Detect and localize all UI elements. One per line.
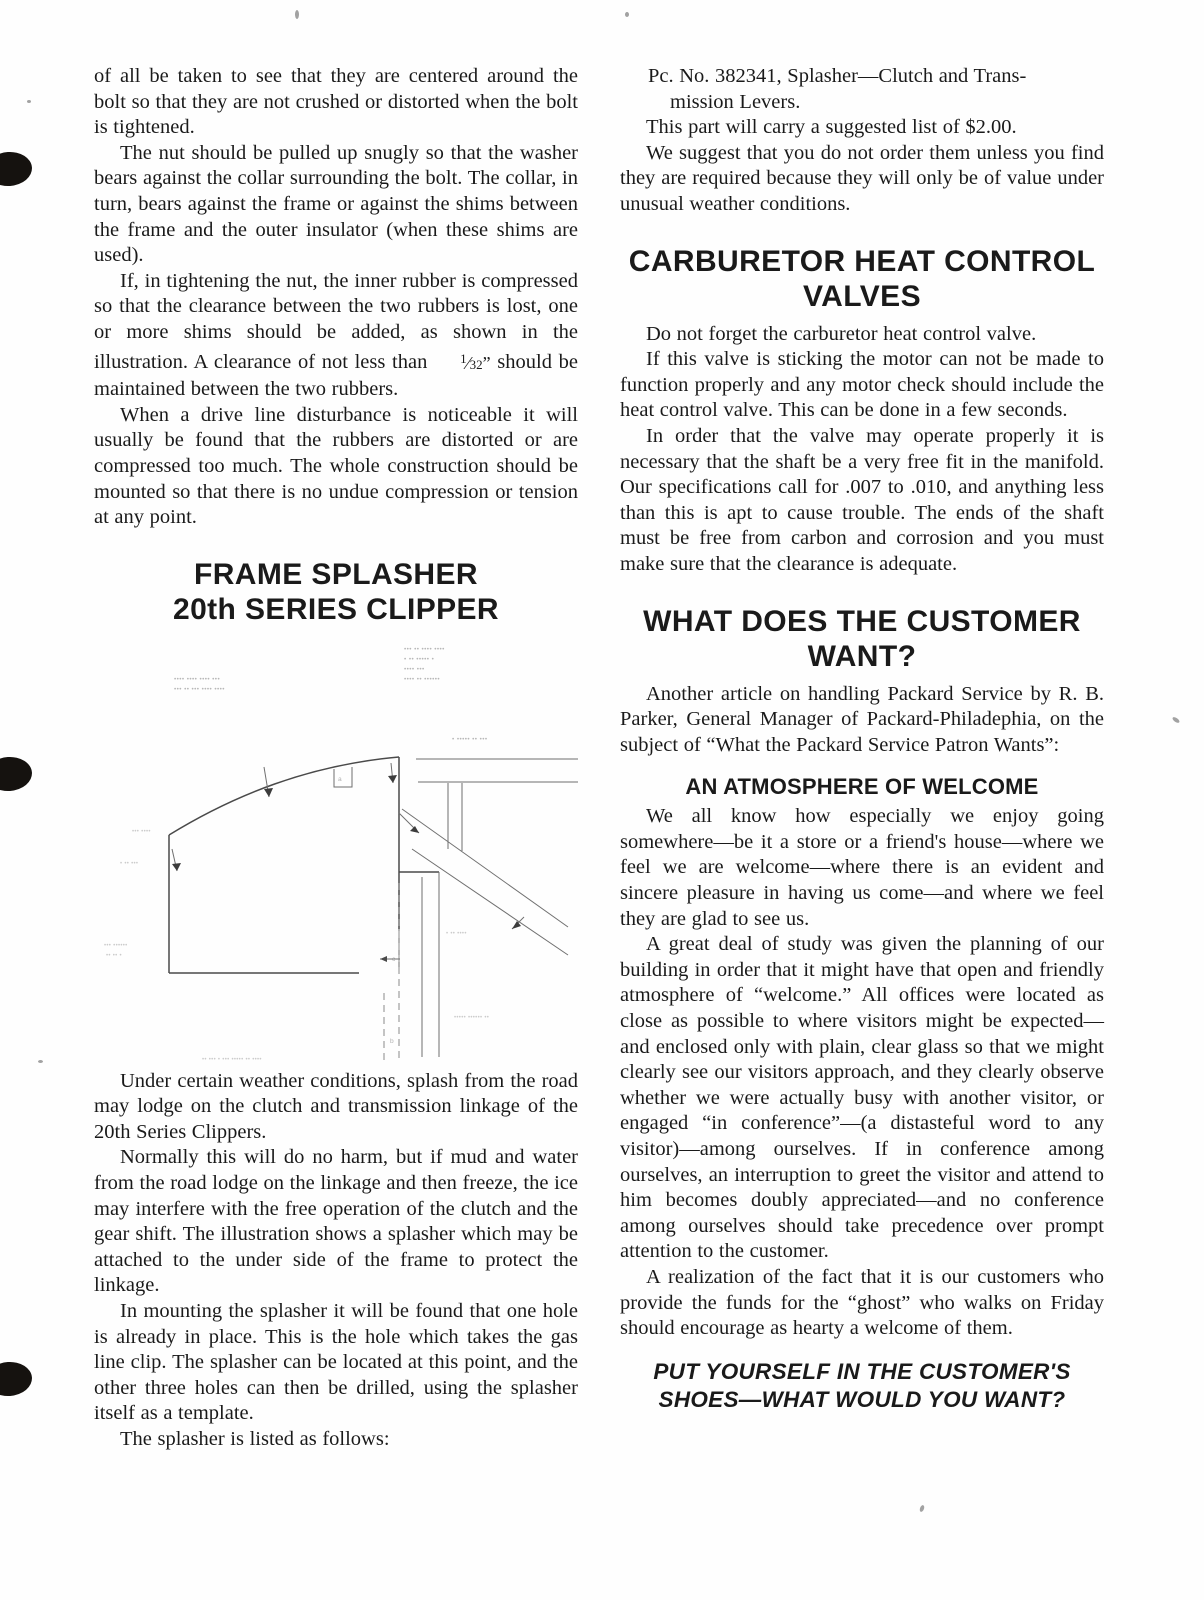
fraction-denominator: 32 [469,356,483,372]
paragraph-building-planning: A great deal of study was given the planning of our building in order that it might have that open and friendly atmosphere of “welcome.” All offices were located as close as possible to where visitors might be expected—and enclosed only with plain, clear glass so that we might clearly see our visitors approach, and they clearly observe whether we were actually busy with another visitor, or engaged “in conference”—(a distasteful word to any visitor)—among ourselves. If in conference among ourselves, an interruption to greet the visitor and attend to him becomes doubly appreciated—and no conference among ourselves should take precedence over prompt attention to the customer. [620,933,1104,1263]
paragraph-mounting: In mounting the splasher it will be found that one hole is already in place. This is the hole which takes the gas line clip. The splasher can be located at this point, and the other three holes can then be drilled, using the splasher itself as a template. [94,1300,578,1425]
blueprint-annotation-bottom [454,1015,489,1021]
paragraph-clearance [94,269,578,403]
closing-line1: PUT YOURSELF IN THE CUSTOMER'S [653,1358,1071,1384]
callout-arrowhead-a [264,788,273,797]
fraction-one-thirtysecond: $^1$⁄32” [460,350,491,373]
paragraph-nut-washer: The nut should be pulled up snugly so that the washer bears against the collar surrounding the bolt. The collar, in turn, bears against the frame or against the shims between the frame and the outer insulator (when these shims are used). [94,141,578,267]
paragraph-enjoy-going: We all know how especially we enjoy going somewhere—be it a store or a friend's house—where we feel we are welcome—where there is an evident and sincere pleasure in having us come—and where we feel they are glad to see us. [620,805,1104,930]
mounting-tab-detail [334,767,352,787]
part-listing [620,64,1104,115]
paragraph-mud-freeze: Normally this will do no harm, but if mud and water from the road lodge on the linkage and then freeze, the ice may interfere with the free operation of the clutch and the gear shift. The illustration shows a splasher which may be attached to the under side of the frame to protect the linkage. [94,1146,578,1297]
figure-heading-line2: 20th SERIES CLIPPER [172,592,499,626]
svg-text:• •• ••••• •: • •• ••••• • [404,655,435,663]
svg-text:••• ••••: ••• •••• [132,828,151,835]
punch-hole-mark-top [0,150,33,187]
paragraph-do-not-forget: Do not forget the carburetor heat control valve. [646,322,1037,345]
blueprint-annotation-top-left [174,676,225,693]
svg-text:•••• •• ••••••: •••• •• •••••• [404,675,440,683]
paragraph-price: This part will carry a suggested list of $2.00. [646,116,1017,139]
left-column [94,64,578,1453]
figure-heading-line1: FRAME SPLASHER [194,557,478,591]
paragraph-ordering: We suggest that you do not order them unless you find they are required because they will only be of value under unusual weather conditions. [620,141,1104,215]
figure-bottom-caption: •• ••• • ••• ••••• •• •••• [202,1056,262,1063]
blueprint-drawing [94,637,578,1067]
atmosphere-subheading: AN ATMOSPHERE OF WELCOME [685,774,1039,800]
blueprint-annotation-top-right [404,646,445,683]
carburetor-heading-line1: CARBURETOR HEAT CONTROL [628,244,1096,278]
closing-statement [620,1358,1104,1414]
paragraph-shaft-specifications: In order that the valve may operate properly it is necessary that the shaft be a very free fit in the manifold. Our specifications call for .007 to .010, and anything less than this is apt to cause trouble. The ends of the shaft must be free from carbon and corrosion and you must make sure that the clearance is adequate. [620,424,1104,575]
carburetor-section-heading [620,244,1104,314]
scan-speck [625,12,629,17]
frame-rail-upper-line [402,809,568,927]
customer-section-heading [620,604,1104,674]
paragraph-drive-line: When a drive line disturbance is noticeable it will usually be found that the rubbers are distorted or are compressed too much. The whole construction should be mounted so that there is no undue compression or tension at any point. [94,403,578,529]
paragraph-listed-as-follows: The splasher is listed as follows: [120,1428,390,1450]
clearance-text-b: should be maintained between the two rubbers. [94,350,578,401]
frame-rail-lower-line [412,849,568,955]
part-listing-line1: Pc. No. 382341, Splasher—Clutch and Trans- [648,65,1027,87]
scan-speck [295,10,299,19]
blueprint-annotation-lower-left [104,943,128,959]
paragraph-splash-conditions: Under certain weather conditions, splash from the road may lodge on the clutch and transmission linkage of the 20th Series Clippers. [94,1069,578,1143]
scan-speck [919,1505,925,1513]
part-listing-line2: mission Levers. [670,90,801,113]
customer-heading-line2: WANT? [807,639,917,673]
scan-speck [27,100,31,103]
svg-text:••• •• •••• ••••: ••• •• •••• •••• [404,645,445,653]
closing-line2: SHOES—WHAT WOULD YOU WANT? [658,1386,1066,1412]
figure-heading [94,557,578,627]
callout-label-c: c [392,955,396,963]
svg-text:••• ••••••: ••• •••••• [104,942,128,949]
callout-label-a: a [338,775,343,783]
paragraph-sticking-valve: If this valve is sticking the motor can not be made to function properly and any motor check should include the heat control valve. This can be done in a few seconds. [620,348,1104,422]
fraction-unit: ” [482,352,491,373]
svg-text:••••• •••••• ••: ••••• •••••• •• [454,1014,490,1021]
callout-arrowhead-e [410,826,419,833]
callout-arrowhead-c [172,863,181,871]
right-column [620,64,1104,1414]
blueprint-annotation-left [120,829,151,867]
punch-hole-mark-middle [0,755,33,792]
splasher-curved-top-edge [169,757,399,835]
blueprint-annotation-lower-right [446,931,467,937]
paragraph-article-intro: Another article on handling Packard Service by R. B. Parker, General Manager of Packard-Philadephia, on the subject of “What the Packard Service Patron Wants”: [620,682,1104,756]
paragraph-realization: A realization of the fact that it is our customers who provide the funds for the “ghost” who walks on Friday should encourage as hearty a welcome of them. [620,1265,1104,1340]
callout-arrowhead-b [388,775,397,783]
carburetor-heading-line2: VALVES [803,279,921,313]
svg-text:• ••••• •• •••: • ••••• •• ••• [452,735,488,743]
customer-heading-line1: WHAT DOES THE CUSTOMER [643,604,1081,638]
scan-speck [1172,716,1181,724]
callout-label-b: b [390,1037,395,1045]
svg-text:•••• •••• •••• •••: •••• •••• •••• ••• [174,675,221,683]
clearance-text-a: If, in tightening the nut, the inner rubber is compressed so that the clearance between the two rubbers is lost, one or more shims should be added, as shown in the illustration. A clearance of not less than [94,269,578,373]
svg-text:• •• •••: • •• ••• [120,860,139,867]
svg-text:• •• ••••: • •• •••• [446,930,467,937]
dimension-arrowhead [380,956,387,962]
punch-hole-mark-bottom [0,1360,33,1397]
splasher-blueprint-illustration [94,637,578,1067]
fraction-numerator: 1 [460,350,467,366]
svg-text:•••• •••: •••• ••• [404,665,425,673]
paragraph-continued: of all be taken to see that they are centered around the bolt so that they are not crushed or distorted when the bolt is tightened. [94,65,578,139]
svg-text:•• •• •: •• •• • [106,952,122,959]
blueprint-annotation-right [452,736,488,743]
svg-text:••• •• ••• •••• ••••: ••• •• ••• •••• •••• [174,685,225,693]
scan-speck [38,1060,43,1063]
